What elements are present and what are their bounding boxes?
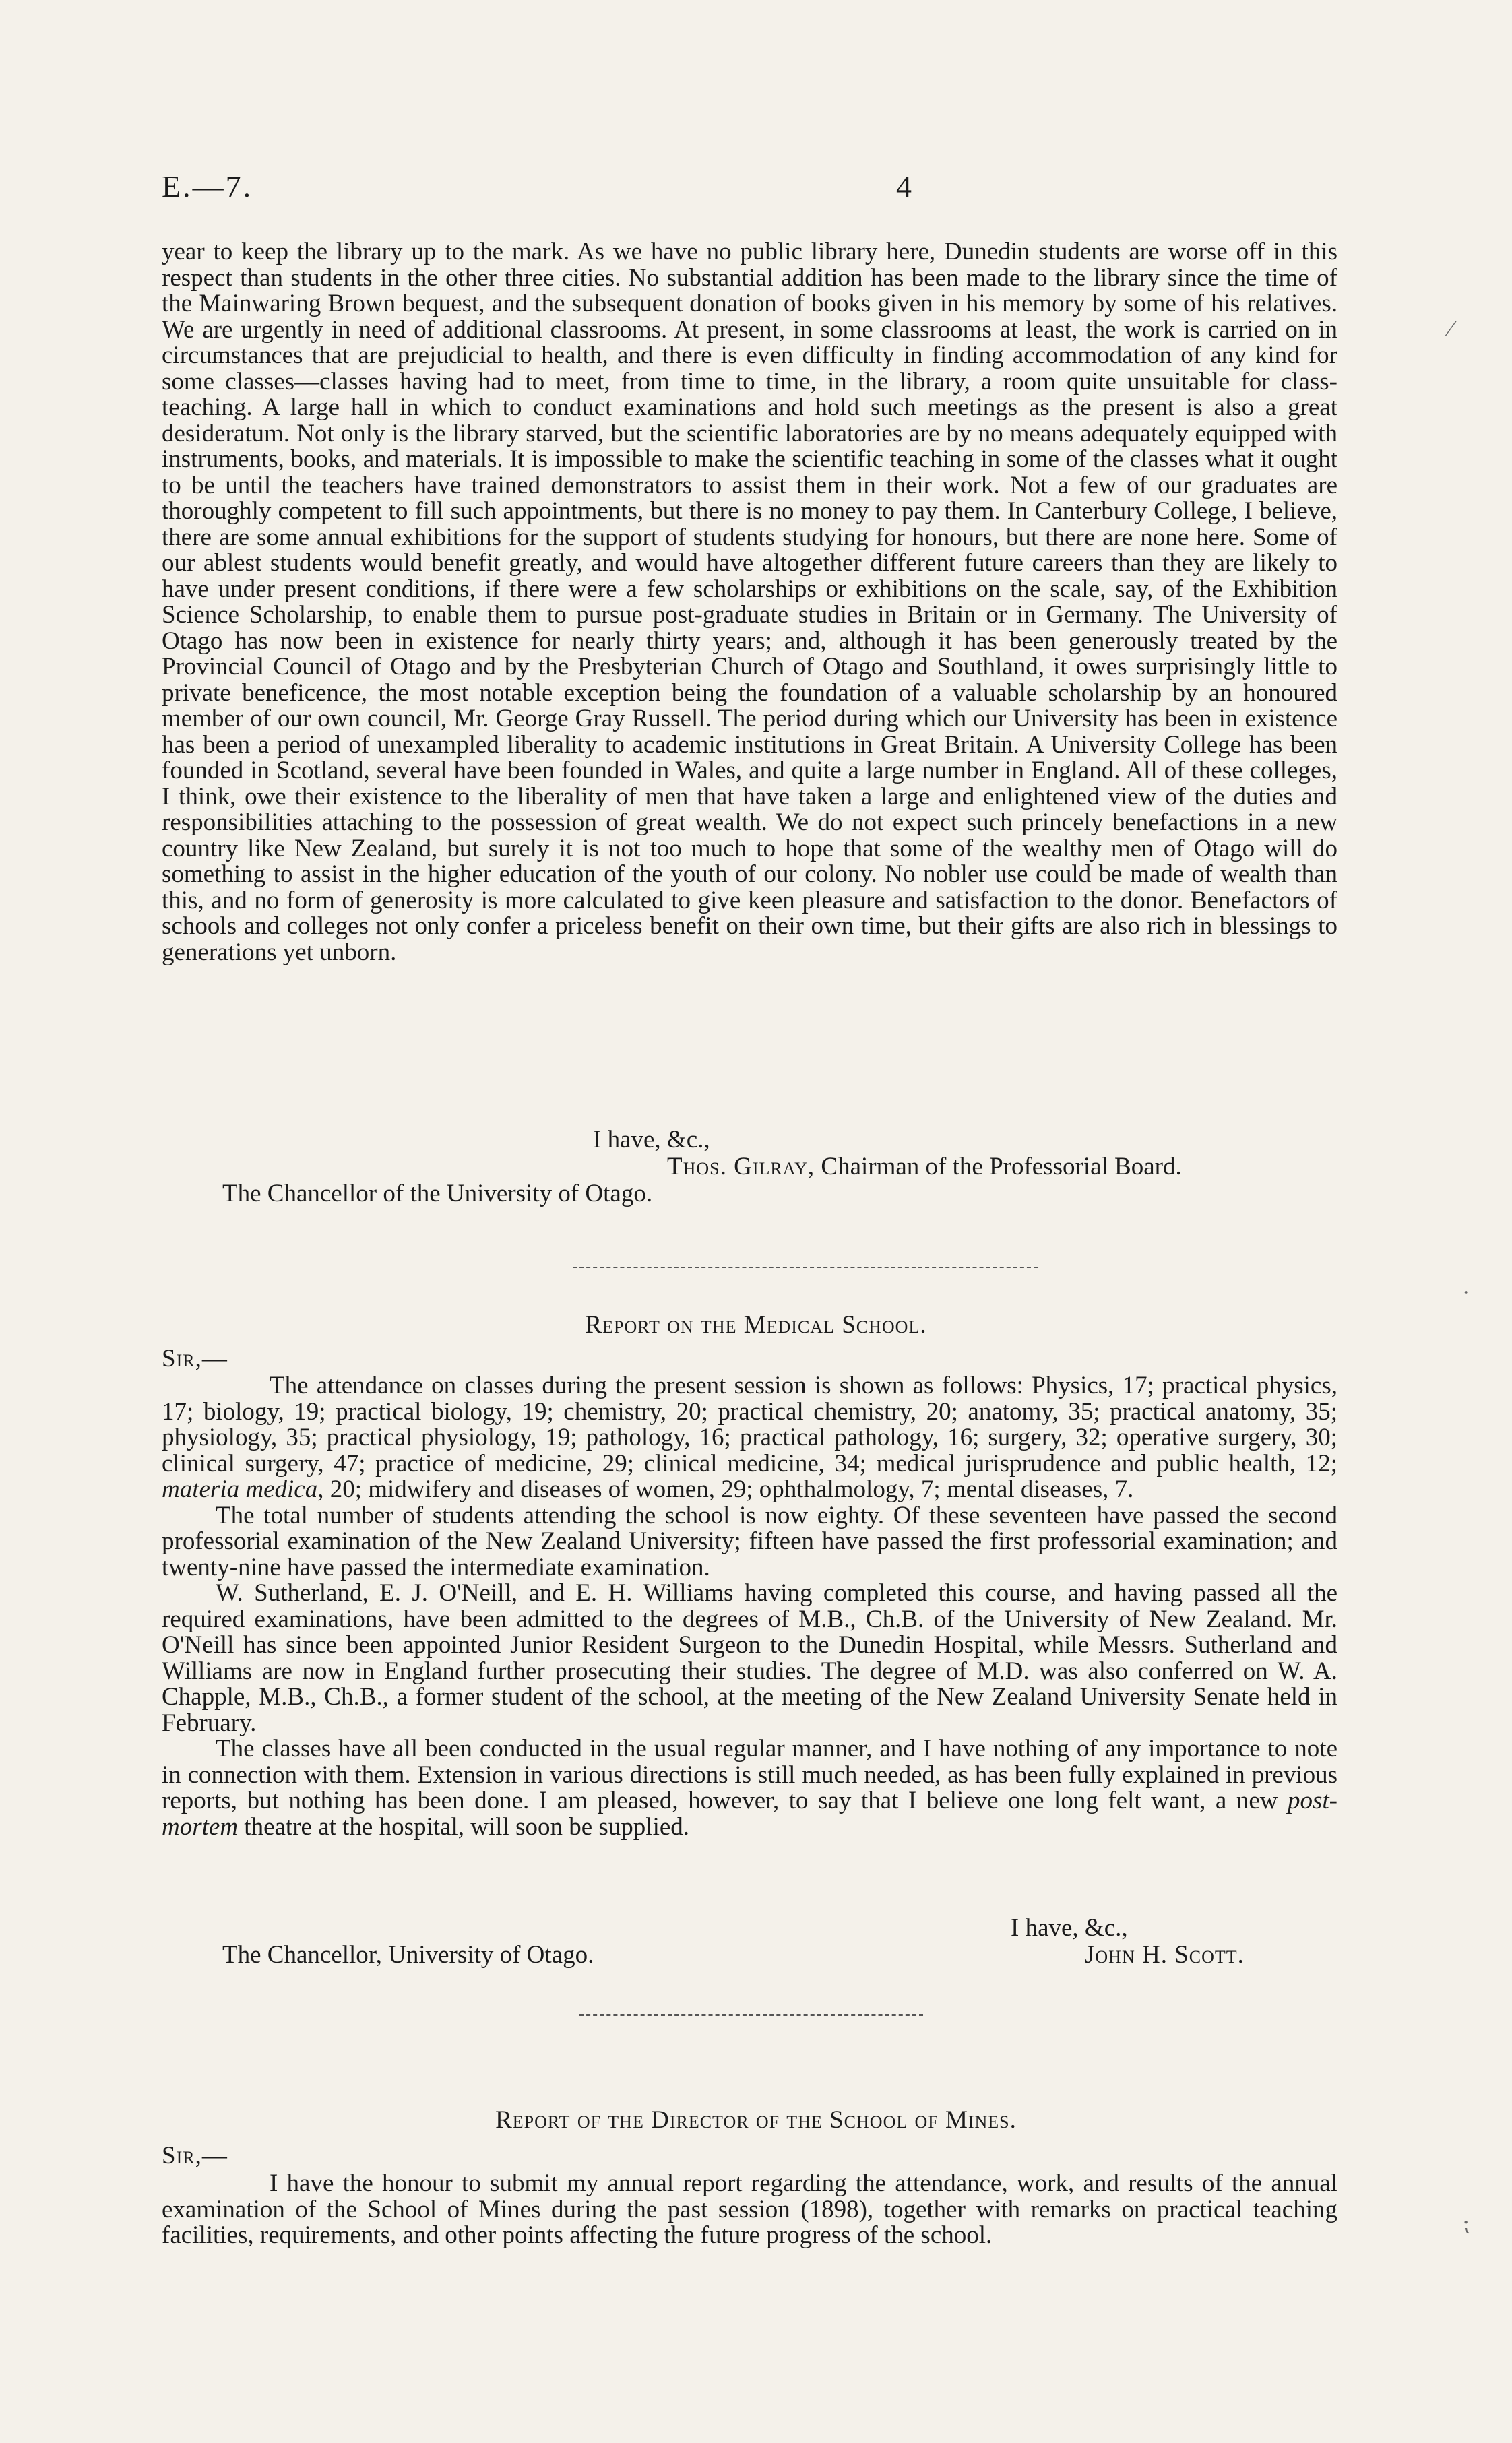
signature-title: Chairman of the Professorial Board. — [821, 1153, 1182, 1180]
mines-report-title: Report of the Director of the School of Mines. — [495, 2106, 1017, 2134]
text-run: theatre at the hospital, will soon be supplied. — [238, 1812, 690, 1841]
margin-mark: · — [1462, 1280, 1470, 1305]
medical-paragraph-attendance — [162, 1373, 1337, 1503]
medical-closing: I have, &c., — [1011, 1914, 1128, 1942]
mines-report-body — [162, 2171, 1337, 2249]
letter-closing: I have, &c., — [593, 1126, 710, 1153]
document-id: E.—7. — [162, 169, 253, 203]
medical-report-body — [162, 1373, 1337, 1840]
letter-paragraph: year to keep the library up to the mark. As we have no public library here, Dunedin students are worse off in this respect than students in the other three cities. No substantial addition has been made to the library since the time of the Mainwaring Brown bequest, and the subsequent donation of books given in his memory by some of his relatives. We are urgently in need of additional classrooms. At present, in some classrooms at least, the work is carried on in circumstances that are prejudicial to health, and there is even difficulty in finding accommodation of any kind for some classes—classes having had to meet, from time to time, in the library, a room quite unsuitable for class-teaching. A large hall in which to conduct examinations and hold such meetings as the present is also a great desideratum. Not only is the library starved, but the scientific laboratories are by no means adequately equipped with instruments, books, and materials. It is impossible to make the scientific teaching in some of the classes what it ought to be until the teachers have trained demonstrators to assist them in their work. Not a few of our graduates are thoroughly competent to fill such appointments, but there is no money to pay them. In Canterbury College, I believe, there are some annual exhibitions for the support of students studying for honours, but there are none here. Some of our ablest students would benefit greatly, and would have altogether different future careers than they are likely to have under present conditions, if there were a few scholarships or exhibitions on the scale, say, of the Exhibition Science Scholarship, to enable them to pursue post-graduate studies in Britain or in Germany. The University of Otago has now been in existence for nearly thirty years; and, although it has been generously treated by the Provincial Council of Otago and by the Presbyterian Church of Otago and Southland, it owes surprisingly little to private beneficence, the most notable exception being the foundation of a valuable scholarship by an honoured member of our own council, Mr. George Gray Russell. The period during which our University has been in existence has been a period of unexampled liberality to academic institutions in Great Britain. A University College has been founded in Scotland, several have been founded in Wales, and quite a large number in England. All of these colleges, I think, owe their existence to the liberality of men that have taken a large and enlightened view of the duties and responsibilities attaching to the possession of great wealth. We do not expect such princely benefactions in a new country like New Zealand, but surely it is not too much to hope that some of the wealthy men of Otago will do something to assist in the higher education of the youth of our colony. No nobler use could be made of wealth than this, and no form of generosity is more calculated to give keen pleasure and satisfaction to the donor. Benefactors of schools and colleges not only confer a priceless benefit on their own time, but their gifts are also rich in blessings to generations yet unborn. — [162, 238, 1337, 966]
medical-salutation: Sir,— — [162, 1345, 228, 1372]
medical-report-title: Report on the Medical School. — [585, 1311, 927, 1339]
medical-paragraph-students: The total number of students attending the school is now eighty. Of these seventeen have passed the second professorial examination of the New Zealand University; fifteen have passed the first professorial examination; and twenty-nine have passed the intermediate examination. — [162, 1501, 1337, 1581]
italic-term: materia medica — [162, 1476, 318, 1503]
mines-paragraph: I have the honour to submit my annual report regarding the attendance, work, and results of the annual examination of the School of Mines during the past session (1898), together with remarks on practical teaching facilities, requirements, and other points affecting the future progress of the school. — [162, 2169, 1337, 2249]
medical-paragraph-graduates: W. Sutherland, E. J. O'Neill, and E. H. Williams having completed this course, and having passed all the required examinations, have been admitted to the degrees of M.B., Ch.B. of the University of New Zealand. Mr. O'Neill has since been appointed Junior Resident Surgeon to the Dunedin Hospital, while Messrs. Sutherland and Williams are now in England further prosecuting their studies. The degree of M.D. was also conferred on W. A. Chapple, M.B., Ch.B., a former student of the school, at the meeting of the New Zealand University Senate held in February. — [162, 1579, 1337, 1737]
italic-term: post-mortem — [162, 1787, 1337, 1841]
text-run: , 20; midwifery and diseases of women, 29; ophthalmology, 7; mental diseases, 7. — [317, 1476, 1134, 1503]
text-run: The classes have all been conducted in the usual regular manner, and I have nothing of any importance to note in connection with them. Extension in various directions is still much needed, as has been fully explained in previous reports, but nothing has been done. I am pleased, however, to say that I believe one long felt want, a new — [162, 1735, 1337, 1814]
section-divider — [579, 2014, 923, 2016]
page-header — [162, 168, 1354, 216]
margin-mark: ⁏ — [1462, 2211, 1470, 2236]
page-number: 4 — [896, 169, 912, 203]
letter-signature — [667, 1153, 1182, 1180]
margin-mark: ⁄ — [1449, 317, 1453, 342]
medical-addressee: The Chancellor, University of Otago. — [222, 1941, 594, 1969]
section-divider — [573, 1267, 1038, 1268]
text-run: The attendance on classes during the present session is shown as follows: Physics, 17; practical physics, 17; biology, 19; practical biology, 19; chemistry, 20; practical chemistry, 20; anatomy, 35; practical anatomy, 35; physiology, 35; practical physiology, 19; pathology, 16; practical pathology, 16; surgery, 32; operative surgery, 30; clinical surgery, 47; practice of medicine, 29; clinical medicine, 34; medical jurisprudence and public health, 12; — [162, 1372, 1337, 1478]
medical-signature: John H. Scott. — [1085, 1941, 1245, 1969]
mines-salutation: Sir,— — [162, 2142, 228, 2169]
letter-body — [162, 239, 1337, 965]
letter-addressee: The Chancellor of the University of Otago. — [222, 1180, 653, 1207]
signature-name: Thos. Gilray, — [667, 1153, 815, 1180]
medical-paragraph-classes — [162, 1736, 1337, 1840]
